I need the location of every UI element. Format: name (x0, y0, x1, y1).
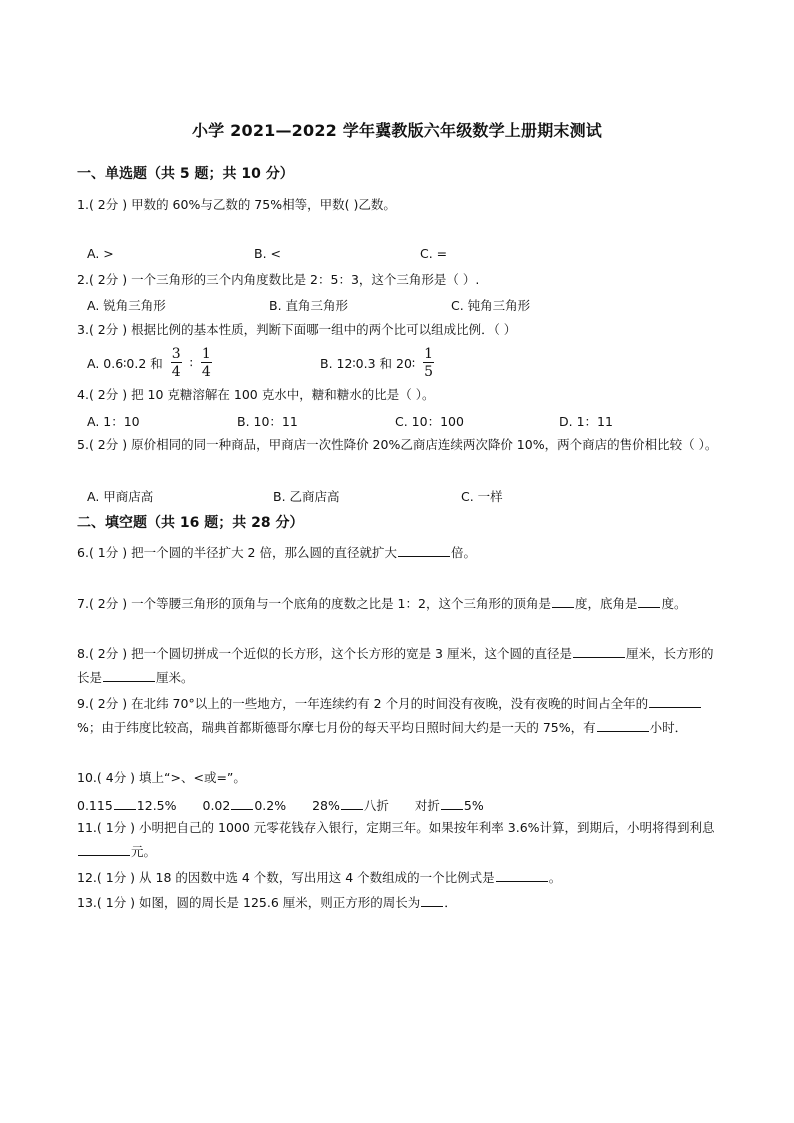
fraction-denominator: 4 (171, 364, 181, 380)
question-12 (77, 866, 722, 890)
question-score: ( 2分 ) (88, 387, 128, 402)
answer-blank[interactable] (103, 669, 155, 682)
question-number: 1. (77, 197, 89, 212)
fraction-numerator: 1 (424, 346, 434, 362)
question-score: ( 2分 ) (88, 596, 128, 611)
question-text: 元。 (131, 844, 157, 859)
answer-blank[interactable] (649, 695, 701, 708)
option-a[interactable]: A. 1：10 (87, 414, 140, 429)
question-score: ( 1分 ) (88, 545, 128, 560)
question-text: 度。 (661, 596, 687, 611)
comparison-item (77, 797, 177, 813)
answer-blank[interactable] (421, 894, 443, 907)
comparison-item (312, 796, 389, 814)
question-number: 9. (77, 696, 89, 711)
question-score: ( 2分 ) (88, 197, 128, 212)
question-number: 2. (77, 272, 89, 287)
answer-blank[interactable] (638, 595, 660, 608)
question-score: ( 1分 ) (96, 870, 136, 885)
question-text: 一个等腰三角形的顶角与一个底角的度数之比是 1：2，这个三角形的顶角是 (131, 596, 551, 611)
question-text: 。 (548, 870, 562, 885)
question-number: 11. (77, 820, 97, 835)
question-7 (77, 592, 722, 616)
question-score: ( 2分 ) (88, 696, 128, 711)
question-10-comparisons (77, 796, 722, 814)
fraction (171, 347, 182, 379)
question-4-options (87, 412, 727, 432)
option-b[interactable]: B. < (254, 246, 281, 261)
question-text: 度，底角是 (574, 596, 638, 611)
comparison-right: 八折 (363, 798, 389, 813)
fraction-numerator: 3 (171, 346, 181, 362)
question-13 (77, 891, 722, 915)
question-score: ( 2分 ) (88, 272, 128, 287)
fraction (423, 347, 434, 379)
option-b[interactable] (320, 347, 438, 379)
question-text: 厘米。 (156, 670, 194, 685)
question-number: 8. (77, 646, 89, 661)
question-text: %；由于纬度比较高，瑞典首都斯德哥尔摩七月份的每天平均日照时间大约是一天的 75%，有 (77, 720, 596, 735)
question-score: ( 4分 ) (96, 770, 136, 785)
option-a[interactable]: A. 锐角三角形 (87, 298, 166, 313)
question-number: 13. (77, 895, 97, 910)
option-a-text: A. 0.6∶0.2 和 (87, 356, 163, 371)
question-text: 填上“>、<或=”。 (139, 770, 246, 785)
question-text: 如图，圆的周长是 125.6 厘米，则正方形的周长为 (139, 895, 421, 910)
question-number: 6. (77, 545, 89, 560)
question-5-options (87, 487, 727, 507)
option-c[interactable]: C. 10：100 (395, 414, 464, 429)
comparison-right: 12.5% (136, 798, 177, 813)
comparison-left: 0.02 (202, 798, 231, 813)
question-score: ( 1分 ) (96, 820, 136, 835)
section-heading-single-choice: 一、单选题（共 5 题；共 10 分） (77, 166, 294, 182)
question-3-options (87, 347, 727, 381)
question-number: 10. (77, 770, 97, 785)
answer-blank[interactable] (573, 645, 625, 658)
answer-blank[interactable] (114, 797, 136, 810)
question-text: 厘米，长方形的长是 (77, 646, 714, 685)
question-text: 在北纬 70°以上的一些地方，一年连续约有 2 个月的时间没有夜晚，没有夜晚的时间占全年的 (131, 696, 649, 711)
comparison-item (415, 796, 484, 814)
question-text: 从 18 的因数中选 4 个数，写出用这 4 个数组成的一个比例式是 (139, 870, 495, 885)
question-text: 把一个圆切拼成一个近似的长方形，这个长方形的宽是 3 厘米，这个圆的直径是 (131, 646, 572, 661)
answer-blank[interactable] (496, 869, 548, 882)
comparison-right: 0.2% (254, 798, 287, 813)
question-number: 7. (77, 596, 89, 611)
answer-blank[interactable] (597, 719, 649, 732)
question-text: 一个三角形的三个内角度数比是 2：5：3，这个三角形是（ ）. (131, 272, 480, 287)
question-number: 4. (77, 387, 89, 402)
question-score: ( 1分 ) (96, 895, 136, 910)
question-text: 把一个圆的半径扩大 2 倍，那么圆的直径就扩大 (131, 545, 397, 560)
question-4 (77, 383, 722, 407)
fraction-numerator: 1 (201, 346, 211, 362)
question-1 (77, 193, 722, 217)
option-a[interactable]: A. > (87, 246, 114, 261)
answer-blank[interactable] (552, 595, 574, 608)
option-a[interactable]: A. 甲商店高 (87, 489, 154, 504)
question-number: 3. (77, 322, 89, 337)
question-text: ． (444, 895, 457, 910)
fraction-denominator: 4 (201, 364, 211, 380)
question-6 (77, 541, 722, 565)
question-1-options (87, 246, 727, 266)
page-title: 小学 2021—2022 学年冀教版六年级数学上册期末测试 (191, 121, 602, 140)
question-score: ( 2分 ) (88, 646, 128, 661)
answer-blank[interactable] (398, 544, 450, 557)
question-8 (77, 642, 722, 690)
section-heading-fill-blank: 二、填空题（共 16 题；共 28 分） (77, 515, 304, 531)
option-d[interactable]: D. 1：11 (559, 414, 613, 429)
question-11 (77, 816, 722, 864)
answer-blank[interactable] (341, 797, 363, 810)
question-text: 甲数的 60%与乙数的 75%相等，甲数( )乙数。 (131, 197, 396, 212)
comparison-left: 0.115 (77, 798, 113, 813)
question-10 (77, 766, 722, 790)
fraction (201, 347, 212, 379)
comparison-left: 对折 (414, 798, 440, 813)
answer-blank[interactable] (441, 797, 463, 810)
option-b-text: B. 12∶0.3 和 20∶ (320, 356, 416, 371)
question-5 (77, 433, 722, 457)
question-text: 小明把自己的 1000 元零花钱存入银行，定期三年。如果按年利率 3.6%计算，到期后，小明将得到利息 (139, 820, 715, 835)
option-c[interactable]: C. 钝角三角形 (451, 298, 531, 313)
ratio-colon: ∶ (189, 355, 193, 371)
option-c[interactable]: C. = (420, 246, 448, 261)
question-3 (77, 318, 722, 342)
question-text: 根据比例的基本性质，判断下面哪一组中的两个比可以组成比例．（ ） (131, 322, 517, 337)
question-number: 5. (77, 437, 89, 452)
question-number: 12. (77, 870, 97, 885)
question-score: ( 2分 ) (88, 437, 128, 452)
comparison-right: 5% (463, 798, 484, 813)
question-text: 小时． (649, 720, 688, 735)
option-b[interactable]: B. 乙商店高 (273, 489, 340, 504)
comparison-item (203, 797, 287, 813)
fraction-denominator: 5 (424, 364, 434, 380)
option-b[interactable]: B. 10：11 (237, 414, 298, 429)
question-2-options (87, 296, 727, 316)
option-b[interactable]: B. 直角三角形 (269, 298, 349, 313)
comparison-left: 28% (312, 798, 340, 813)
option-a[interactable] (87, 347, 216, 379)
question-score: ( 2分 ) (88, 322, 128, 337)
question-text: 倍。 (450, 545, 476, 560)
option-c[interactable]: C. 一样 (461, 489, 503, 504)
question-2 (77, 268, 722, 292)
question-text: 原价相同的同一种商品，甲商店一次性降价 20%乙商店连续两次降价 10%，两个商店的售价相比较（ ）。 (131, 437, 718, 452)
answer-blank[interactable] (231, 797, 253, 810)
question-9 (77, 692, 722, 740)
answer-blank[interactable] (78, 843, 130, 856)
question-text: 把 10 克糖溶解在 100 克水中，糖和糖水的比是（ ）。 (131, 387, 435, 402)
